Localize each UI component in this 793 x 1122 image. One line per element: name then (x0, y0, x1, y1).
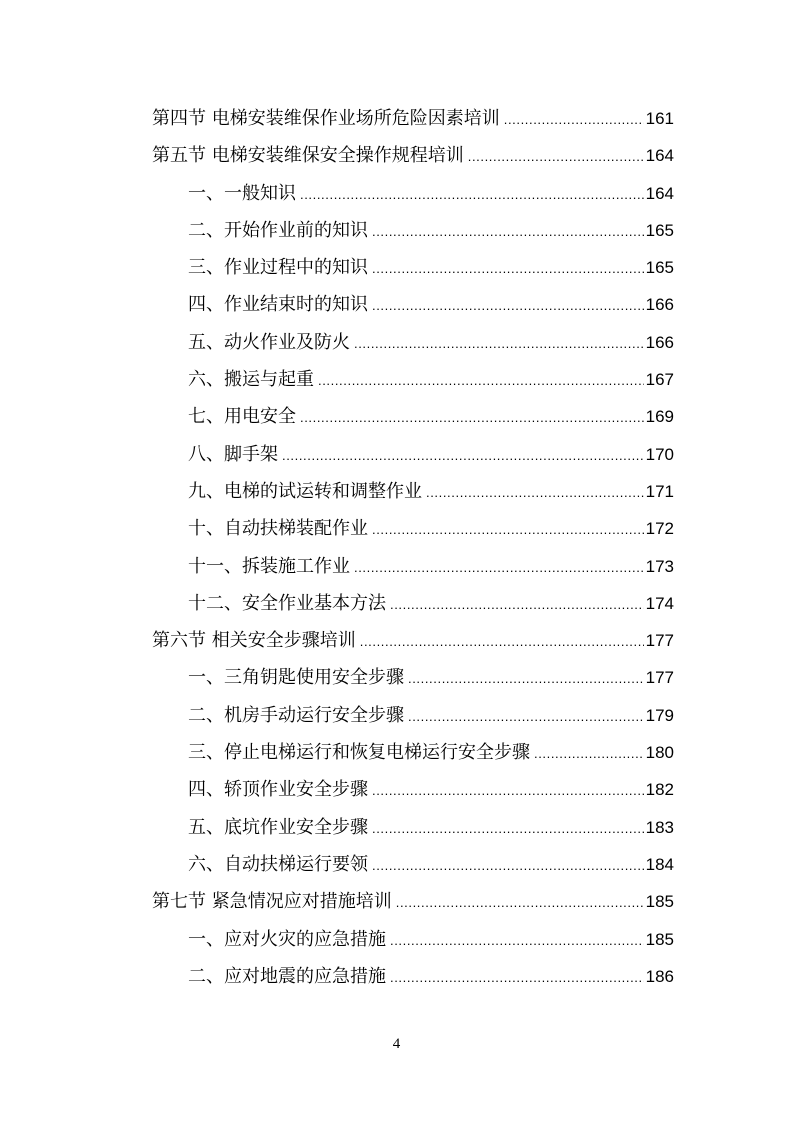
toc-entry-page: 161 (645, 109, 674, 128)
toc-entry-page: 177 (645, 668, 674, 688)
toc-subsection-entry (152, 734, 674, 771)
toc-leader-dots (408, 710, 644, 723)
toc-entry-title: 五、动火作业及防火 (188, 331, 350, 353)
toc-leader-dots (426, 486, 644, 499)
toc-subsection-entry (152, 286, 674, 323)
table-of-contents (152, 100, 674, 995)
toc-leader-dots (390, 934, 644, 947)
toc-leader-dots (396, 896, 644, 909)
toc-subsection-entry (152, 585, 674, 622)
toc-entry-title: 三、作业过程中的知识 (188, 257, 368, 279)
toc-entry-page: 173 (645, 556, 674, 576)
toc-leader-dots (300, 188, 644, 201)
toc-entry-title: 十二、安全作业基本方法 (188, 592, 386, 614)
toc-entry-page: 185 (645, 892, 674, 912)
toc-entry-page: 166 (645, 332, 674, 352)
toc-subsection-entry (152, 436, 674, 473)
toc-subsection-entry (152, 249, 674, 286)
toc-subsection-entry (152, 958, 674, 995)
toc-entry-title: 一、应对火灾的应急措施 (188, 928, 386, 950)
toc-subsection-entry (152, 361, 674, 398)
page-number: 4 (392, 1036, 401, 1052)
toc-entry-title: 六、搬运与起重 (188, 369, 314, 391)
toc-entry-title: 第四节 电梯安装维保作业场所危险因素培训 (152, 108, 500, 129)
toc-leader-dots (360, 635, 644, 648)
toc-section-entry (152, 622, 674, 659)
toc-subsection-entry (152, 921, 674, 958)
toc-leader-dots (318, 374, 644, 387)
toc-entry-title: 第六节 相关安全步骤培训 (152, 630, 356, 652)
toc-entry-page: 182 (645, 780, 674, 800)
toc-leader-dots (372, 523, 644, 536)
toc-entry-page: 183 (645, 817, 674, 837)
toc-entry-title: 六、自动扶梯运行要领 (188, 853, 368, 875)
toc-entry-page: 172 (645, 519, 674, 539)
toc-entry-page: 177 (645, 631, 674, 651)
toc-entry-page: 171 (645, 481, 674, 501)
toc-entry-page: 174 (645, 593, 674, 613)
toc-leader-dots (372, 299, 644, 312)
toc-subsection-entry (152, 473, 674, 510)
toc-entry-page: 180 (645, 743, 674, 763)
toc-subsection-entry (152, 510, 674, 547)
toc-entry-title: 第七节 紧急情况应对措施培训 (152, 891, 392, 913)
toc-entry-page: 165 (645, 220, 674, 240)
toc-subsection-entry (152, 175, 674, 212)
toc-leader-dots (354, 561, 644, 574)
toc-entry-page: 164 (645, 183, 674, 203)
toc-subsection-entry (152, 212, 674, 249)
toc-entry-page: 165 (645, 258, 674, 278)
toc-entry-title: 三、停止电梯运行和恢复电梯运行安全步骤 (188, 742, 530, 764)
toc-section-entry (152, 100, 674, 137)
toc-entry-title: 八、脚手架 (188, 443, 278, 465)
toc-entry-title: 二、机房手动运行安全步骤 (188, 704, 404, 726)
toc-leader-dots (408, 672, 644, 685)
toc-leader-dots (504, 113, 644, 126)
toc-leader-dots (390, 598, 644, 611)
toc-subsection-entry (152, 846, 674, 883)
toc-entry-title: 四、作业结束时的知识 (188, 294, 368, 316)
toc-entry-title: 第五节 电梯安装维保安全操作规程培训 (152, 145, 464, 167)
toc-entry-page: 179 (645, 705, 674, 725)
toc-entry-title: 十一、拆装施工作业 (188, 555, 350, 577)
toc-subsection-entry (152, 398, 674, 435)
toc-leader-dots (282, 449, 644, 462)
toc-entry-title: 一、一般知识 (188, 182, 296, 204)
toc-leader-dots (372, 262, 644, 275)
toc-entry-title: 四、轿顶作业安全步骤 (188, 779, 368, 801)
toc-leader-dots (372, 822, 644, 835)
toc-entry-page: 167 (645, 370, 674, 390)
toc-leader-dots (300, 411, 644, 424)
toc-leader-dots (534, 747, 644, 760)
toc-section-entry (152, 137, 674, 174)
toc-entry-title: 七、用电安全 (188, 406, 296, 428)
toc-leader-dots (390, 971, 644, 984)
toc-leader-dots (372, 859, 644, 872)
toc-entry-title: 五、底坑作业安全步骤 (188, 816, 368, 838)
toc-entry-title: 九、电梯的试运转和调整作业 (188, 480, 422, 502)
toc-leader-dots (372, 784, 644, 797)
toc-entry-page: 170 (645, 444, 674, 464)
toc-leader-dots (468, 150, 644, 163)
toc-entry-page: 164 (645, 146, 674, 166)
toc-leader-dots (354, 337, 644, 350)
toc-entry-page: 185 (645, 929, 674, 949)
toc-subsection-entry (152, 548, 674, 585)
toc-subsection-entry (152, 771, 674, 808)
toc-leader-dots (372, 225, 644, 238)
toc-entry-title: 十、自动扶梯装配作业 (188, 518, 368, 540)
toc-entry-page: 186 (645, 966, 674, 986)
toc-subsection-entry (152, 324, 674, 361)
toc-entry-title: 二、应对地震的应急措施 (188, 965, 386, 987)
toc-section-entry (152, 883, 674, 920)
toc-entry-title: 二、开始作业前的知识 (188, 219, 368, 241)
toc-subsection-entry (152, 809, 674, 846)
toc-entry-page: 169 (645, 407, 674, 427)
toc-subsection-entry (152, 697, 674, 734)
toc-entry-page: 166 (645, 295, 674, 315)
toc-entry-title: 一、三角钥匙使用安全步骤 (188, 667, 404, 689)
toc-subsection-entry (152, 659, 674, 696)
toc-entry-page: 184 (645, 854, 674, 874)
